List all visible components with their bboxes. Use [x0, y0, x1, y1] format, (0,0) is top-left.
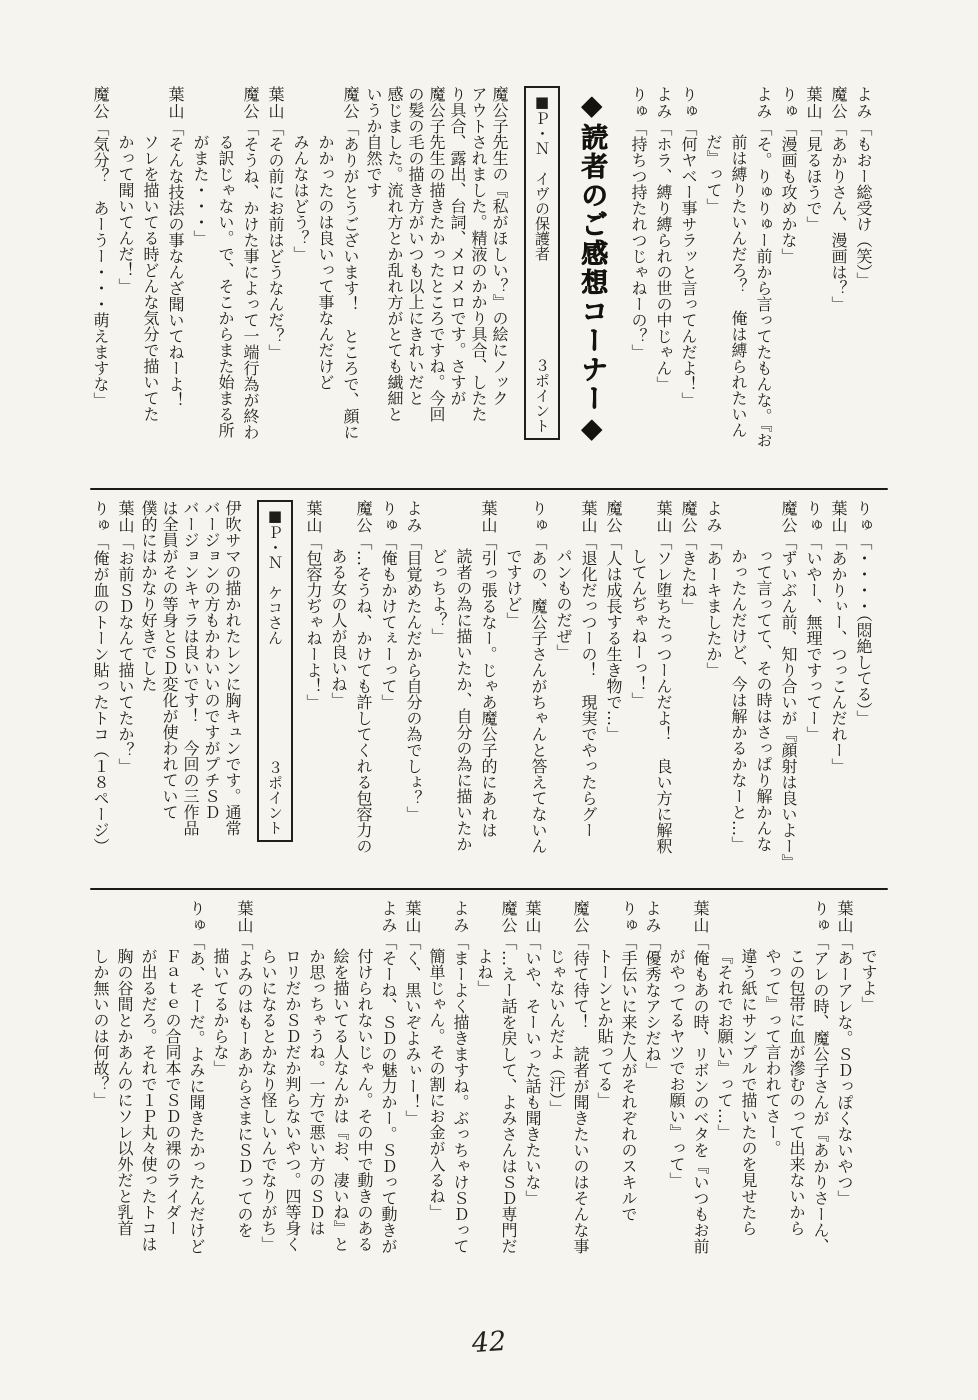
pen-name-label: ■Ｐ・Ｎ ケコさん	[266, 507, 284, 645]
text-column	[376, 900, 400, 1324]
text-column	[501, 500, 526, 878]
dialogue-text: 「もおー総受け（笑）」	[854, 120, 873, 288]
text-column	[726, 500, 751, 878]
text-column	[376, 500, 401, 878]
dialogue-text: 僕的にはかなり好きでした	[139, 500, 158, 692]
dialogue-text: 「あーキましたか」	[704, 534, 723, 678]
speaker-name: りゅ	[619, 900, 638, 934]
pen-name-box	[524, 86, 560, 440]
dialogue-text: 魔公子先生の描きたかったところですね。今回	[427, 86, 446, 422]
pen-name-header	[257, 500, 293, 878]
text-column	[304, 900, 328, 1324]
speaker-name: りゅ	[854, 500, 873, 534]
text-column	[736, 900, 760, 1324]
dialogue-text: どっちよ？」	[429, 548, 448, 644]
dialogue-text: Ｆａｔｅの合同本でＳＤの裸のライダー	[163, 948, 182, 1236]
dialogue-text: じゃないんだよ（汗）」	[547, 948, 566, 1116]
dialogue-text: 「いや、そーいった話も聞きたいな」	[523, 934, 542, 1206]
speaker-name: 葉山	[654, 500, 673, 534]
dialogue-text: 魔公子先生の『私がほしい？』の絵にノック	[490, 86, 509, 406]
text-column	[88, 86, 113, 478]
text-column	[626, 86, 651, 478]
text-column	[280, 900, 304, 1324]
dialogue-text: 「そーね、ＳＤの魅力かー。ＳＤって動きが	[379, 934, 398, 1254]
dialogue-text: してんぢゃねーっ！」	[629, 548, 648, 708]
text-column	[448, 900, 472, 1324]
reader-comments-content	[88, 86, 890, 1324]
text-column	[526, 500, 551, 878]
text-column	[760, 900, 784, 1324]
text-column	[651, 86, 676, 478]
text-column	[188, 86, 213, 478]
dialogue-text: 「待て待て！ 読者が聞きたいのはそんな事	[571, 934, 590, 1254]
text-column	[232, 900, 256, 1324]
divider-line-2	[90, 888, 888, 890]
text-column	[616, 900, 640, 1324]
text-column	[592, 900, 616, 1324]
text-column	[832, 900, 856, 1324]
speaker-name: りゅ	[804, 500, 823, 534]
text-column	[856, 900, 880, 1324]
text-column	[712, 900, 736, 1324]
speaker-name: 葉山	[403, 900, 422, 934]
corner-title: ◆読者のご感想コーナー◆	[576, 90, 607, 446]
text-column	[664, 900, 688, 1324]
dialogue-text: 「・・・・（悶絶してる）」	[854, 534, 873, 726]
text-column	[184, 900, 208, 1324]
text-column	[576, 500, 601, 878]
text-column	[472, 900, 496, 1324]
text-column	[801, 86, 826, 478]
speaker-name: 魔公	[829, 86, 848, 120]
section-bottom	[88, 900, 880, 1324]
text-column	[313, 86, 338, 478]
text-column	[405, 86, 426, 478]
text-column	[468, 86, 489, 478]
dialogue-text: 「俺が血のトーン貼ったトコ（１８ページ）	[91, 534, 110, 854]
speaker-name: 魔公	[499, 900, 518, 934]
text-column	[451, 500, 476, 878]
dialogue-text: 「あ、そーだ。よみに聞きたかったんだけど	[187, 934, 206, 1254]
speaker-name: よみ	[704, 500, 723, 534]
text-column	[801, 500, 826, 878]
text-column	[400, 900, 424, 1324]
dialogue-text: トーンとか貼ってる」	[595, 948, 614, 1108]
text-column	[808, 900, 832, 1324]
dialogue-text: 「手伝いに来た人がそれぞれのスキルで	[619, 934, 638, 1222]
dialogue-text: 胸の谷間とかあんのにソレ以外だと乳首	[115, 948, 134, 1236]
dialogue-text: 「ずいぶん前、知り合いが『顔射は良いよー』	[779, 534, 798, 870]
dialogue-text: 「あかりぃー、つっこんだれー」	[829, 534, 848, 774]
text-column	[447, 86, 468, 478]
speaker-name: 魔公	[679, 500, 698, 534]
text-column	[826, 500, 851, 878]
dialogue-text: がやってるヤツでお願い』って」	[667, 948, 686, 1188]
speaker-name: 葉山	[523, 900, 542, 934]
speaker-name: 葉山	[804, 86, 823, 120]
dialogue-text: 感じました。流れ方とか乱れ方がとても繊細と	[385, 86, 404, 422]
dialogue-text: 「お前ＳＤなんて描いてたか？」	[116, 534, 135, 774]
dialogue-text: る訳じゃない。で、そこからまた始まる所	[216, 134, 235, 438]
dialogue-text: 「気分？ あーうー・・・萌えますな」	[91, 120, 110, 408]
text-column	[701, 86, 726, 478]
speaker-name: りゅ	[811, 900, 830, 934]
dialogue-text: り具合、露出、台詞、メロメロです。さすが	[448, 86, 467, 406]
dialogue-text: いうか自然です	[364, 86, 383, 198]
dialogue-text: 「あかりさん、漫画は？」	[829, 120, 848, 312]
dialogue-text: バージョンの方もかわいいのですがプチＳＤ	[202, 500, 221, 820]
speaker-name: りゅ	[679, 86, 698, 120]
points-label: ３ポイント	[533, 358, 551, 433]
text-column	[676, 86, 701, 478]
dialogue-text: だ』って」	[704, 134, 723, 214]
dialogue-text: かかったのは良いって事なんだけど	[316, 134, 335, 390]
dialogue-text: 違う紙にサンプルで描いたのを見せたら	[739, 948, 758, 1236]
dialogue-text: アウトされました。精液のかかり具合、したた	[469, 86, 488, 422]
text-column	[651, 500, 676, 878]
dialogue-text: 読者の為に描いたか、自分の為に描いたか	[454, 548, 473, 852]
text-column	[113, 86, 138, 478]
text-column	[263, 86, 288, 478]
dialogue-text: よね」	[475, 948, 494, 996]
speaker-name: よみ	[854, 86, 873, 120]
dialogue-text: 「よみのはもーあからさまにＳＤってのを	[235, 934, 254, 1238]
speaker-name: 葉山	[116, 500, 135, 534]
divider-line-1	[90, 488, 888, 490]
text-column	[328, 900, 352, 1324]
speaker-name: 葉山	[579, 500, 598, 534]
speaker-name: りゅ	[529, 500, 548, 534]
dialogue-text: 「俺もかけてぇーって」	[379, 534, 398, 710]
text-column	[160, 900, 184, 1324]
speaker-name: 魔公	[241, 86, 260, 120]
speaker-name: よみ	[451, 900, 470, 934]
dialogue-text: 「く、黒いぞよみぃー！」	[403, 934, 422, 1126]
speaker-name: よみ	[654, 86, 673, 120]
dialogue-text: 「優秀なアシだね」	[643, 934, 662, 1078]
text-column	[256, 900, 280, 1324]
dialogue-text: 描いてるからな」	[211, 948, 230, 1076]
dialogue-text: 「見るほうで」	[804, 120, 823, 232]
dialogue-text: って言ってて、その時はさっぱり解かんな	[754, 548, 773, 852]
speaker-name: 魔公	[604, 500, 623, 534]
speaker-name: りゅ	[629, 86, 648, 120]
dialogue-text: ですよ」	[859, 948, 878, 1012]
speaker-name: 魔公	[354, 500, 373, 534]
text-column	[426, 500, 451, 878]
speaker-name: 葉山	[479, 500, 498, 534]
text-column	[384, 86, 405, 478]
text-column	[476, 500, 501, 878]
speaker-name: よみ	[643, 900, 662, 934]
text-column	[163, 86, 188, 478]
text-column	[88, 500, 113, 878]
dialogue-text: 「ソレ堕ちたっつーんだよ！ 良い方に解釈	[654, 534, 673, 854]
pen-name-label: ■Ｐ・Ｎ イヴの保護者	[533, 93, 551, 261]
dialogue-text: 「俺もあの時、リボンのベタを『いつもお前	[691, 934, 710, 1254]
text-column	[238, 86, 263, 478]
dialogue-text: 「引っ張るなー。じゃあ魔公子的にあれは	[479, 534, 498, 838]
text-column	[826, 86, 851, 478]
dialogue-text: 「いやー、無理ですってー」	[804, 534, 823, 742]
dialogue-text: 付けられないじゃん。その中で動きのある	[355, 948, 374, 1252]
dialogue-text: 簡単じゃん。その割にお金が入るね」	[427, 948, 446, 1220]
dialogue-text: ソレを描いてる時どんな気分で描いてた	[141, 134, 160, 422]
text-column	[352, 900, 376, 1324]
page-number: 42	[470, 1325, 508, 1360]
dialogue-text: ロリだかＳＤだか判らないやつ。四等身く	[283, 948, 302, 1252]
text-column	[159, 500, 180, 878]
dialogue-text: か思っちゃうね。一方で悪い方のＳＤは	[307, 948, 326, 1236]
text-column	[776, 86, 801, 478]
dialogue-text: 「持ちつ持たれつじゃねーの？」	[629, 120, 648, 360]
dialogue-text: 「…そうね、かけても許してくれる包容力の	[354, 534, 373, 854]
dialogue-text: やって』って言われてさー。	[763, 948, 782, 1156]
dialogue-text: パンものだぜ」	[554, 548, 573, 660]
text-column	[851, 500, 876, 878]
text-column	[851, 86, 876, 478]
speaker-name: りゅ	[91, 500, 110, 534]
dialogue-text: 「その前にお前はどうなんだ？」	[266, 120, 285, 360]
pen-name-box	[257, 500, 293, 842]
dialogue-text: しか無いのは何故？」	[91, 948, 110, 1108]
text-column	[784, 900, 808, 1324]
speaker-name: りゅ	[779, 86, 798, 120]
dialogue-text: らいになるとかなり怪しいんでなりがち」	[259, 948, 278, 1252]
speaker-name: 葉山	[266, 86, 285, 120]
dialogue-text: この包帯に血が滲むのって出来ないから	[787, 948, 806, 1236]
text-column	[676, 500, 701, 878]
text-column	[301, 500, 326, 878]
dialogue-text: 『それでお願い』って…」	[715, 948, 734, 1140]
speaker-name: 魔公	[571, 900, 590, 934]
text-column	[288, 86, 313, 478]
speaker-name: 魔公	[779, 500, 798, 534]
speaker-name: 葉山	[835, 900, 854, 934]
text-column	[338, 86, 363, 478]
text-column	[489, 86, 510, 478]
dialogue-text: 「ありがとうございます！ ところで、顔に	[341, 120, 360, 440]
section-top	[88, 86, 876, 478]
dialogue-text: 「包容力ぢゃねーよ！」	[304, 534, 323, 710]
dialogue-text: ですけど」	[504, 548, 523, 628]
text-column	[113, 500, 138, 878]
text-column	[626, 500, 651, 878]
dialogue-text: 「人は成長する生き物で…」	[604, 534, 623, 742]
dialogue-text: 「目覚めたんだから自分の為でしょ？」	[404, 534, 423, 822]
text-column	[688, 900, 712, 1324]
speaker-name: よみ	[754, 86, 773, 120]
text-column	[544, 900, 568, 1324]
text-column	[401, 500, 426, 878]
text-column	[213, 86, 238, 478]
text-column	[776, 500, 801, 878]
text-column	[180, 500, 201, 878]
dialogue-text: がまた・・・」	[191, 134, 210, 246]
text-column	[640, 900, 664, 1324]
speaker-name: 魔公	[341, 86, 360, 120]
dialogue-text: かったんだけど、今は解かるかなーと…」	[729, 548, 748, 852]
speaker-name: 葉山	[304, 500, 323, 534]
pen-name-header	[524, 86, 614, 478]
text-column	[520, 900, 544, 1324]
dialogue-text: かって聞いてんだ！」	[116, 134, 135, 294]
text-column	[351, 500, 376, 878]
text-column	[201, 500, 222, 878]
text-column	[601, 500, 626, 878]
dialogue-text: 「そうね、かけた事によって一端行為が終わ	[241, 120, 260, 440]
dialogue-text: は全員がその等身とＳＤ変化が使われていて	[160, 500, 179, 820]
speaker-name: 葉山	[235, 900, 254, 934]
dialogue-text: 「退化だっつーの！ 現実でやったらグー	[579, 534, 598, 838]
dialogue-text: 「そ。りゅりゅー前から言ってたもんな。『お	[754, 120, 773, 448]
text-column	[424, 900, 448, 1324]
speaker-name: 葉山	[691, 900, 710, 934]
dialogue-text: 前は縛りたいんだろ？ 俺は縛られたいん	[729, 134, 748, 438]
dialogue-text: 「そんな技法の事なんざ聞いてねーよ！	[166, 120, 185, 408]
dialogue-text: 「あの、魔公子さんがちゃんと答えてないん	[529, 534, 548, 854]
dialogue-text: 「…えー話を戻して、よみさんはＳＤ専門だ	[499, 934, 518, 1254]
text-column	[751, 500, 776, 878]
text-column	[701, 500, 726, 878]
text-column	[208, 900, 232, 1324]
speaker-name: 葉山	[829, 500, 848, 534]
dialogue-text: 伊吹サマの描かれたレンに胸キュンです。通常	[223, 500, 242, 836]
text-column	[726, 86, 751, 478]
text-column	[112, 900, 136, 1324]
dialogue-text: ある女の人が良いね」	[329, 548, 348, 708]
dialogue-text: 「何ヤベー事サラッと言ってんだよ！」	[679, 120, 698, 408]
text-column	[222, 500, 243, 878]
text-column	[326, 500, 351, 878]
dialogue-text: 「まーよく描きますね。ぶっちゃけＳＤって	[451, 934, 470, 1254]
text-column	[136, 900, 160, 1324]
text-column	[551, 500, 576, 878]
speaker-name: 魔公	[91, 86, 110, 120]
text-column	[751, 86, 776, 478]
points-label: ３ポイント	[266, 760, 284, 835]
dialogue-text: 「漫画も攻めかな」	[779, 120, 798, 264]
text-column	[426, 86, 447, 478]
text-column	[138, 500, 159, 878]
text-column	[568, 900, 592, 1324]
dialogue-text: の髪の毛の描き方がいつも以上にきれいだと	[406, 86, 425, 406]
speaker-name: りゅ	[187, 900, 206, 934]
dialogue-text: 「あーアレな。ＳＤっぽくないやつ」	[835, 934, 854, 1206]
section-middle	[88, 500, 876, 878]
speaker-name: りゅ	[379, 500, 398, 534]
speaker-name: よみ	[404, 500, 423, 534]
dialogue-text: 「きたね」	[679, 534, 698, 614]
dialogue-text: 「アレの時、魔公子さんが『あかりさーん、	[811, 934, 830, 1254]
dialogue-text: バージョンキャラは良いです！ 今回の三作品	[181, 500, 200, 836]
dialogue-text: 絵を描いてる人なんかは『お、凄いね』と	[331, 948, 350, 1252]
speaker-name: よみ	[379, 900, 398, 934]
text-column	[496, 900, 520, 1324]
text-column	[138, 86, 163, 478]
dialogue-text: みんなはどう？」	[291, 134, 310, 262]
dialogue-text: 「ホラ、縛り縛られの世の中じゃん」	[654, 120, 673, 392]
dialogue-text: が出るだろ。それで１Ｐ丸々使ったトコは	[139, 948, 158, 1252]
speaker-name: 葉山	[166, 86, 185, 120]
text-column	[363, 86, 384, 478]
text-column	[88, 900, 112, 1324]
